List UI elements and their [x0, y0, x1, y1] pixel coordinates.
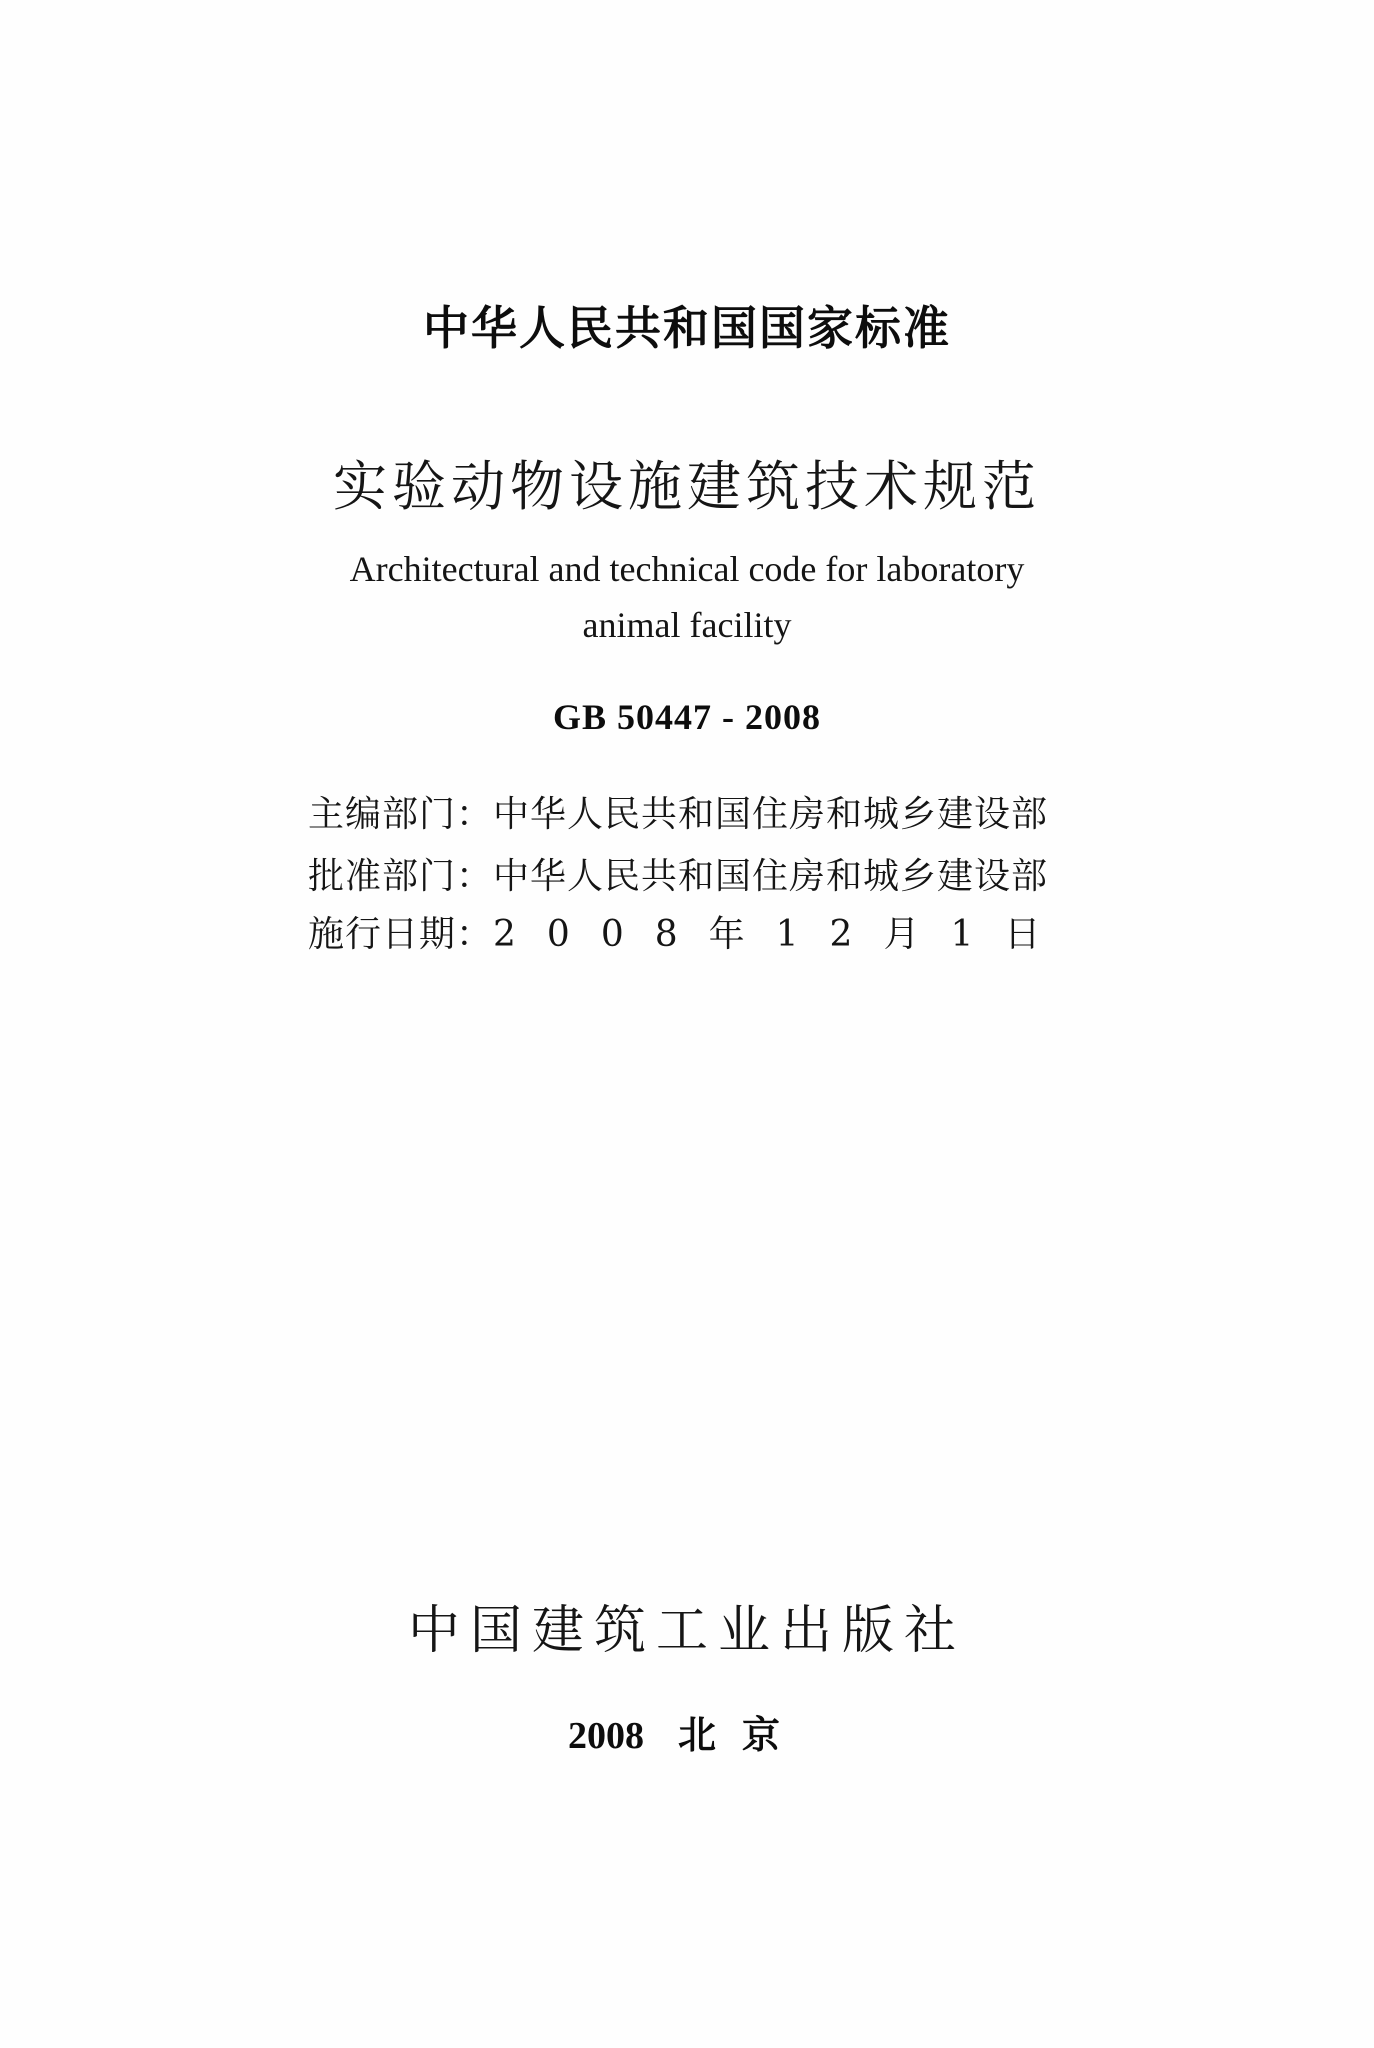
publisher-name: 中国建筑工业出版社	[407, 1601, 966, 1661]
chief-department-row	[308, 786, 1108, 837]
imprint-city: 北京	[677, 1715, 806, 1757]
standard-code: GB 50447 - 2008	[552, 697, 821, 737]
imprint	[0, 1704, 1374, 1759]
effective-date-value: 2008年12月1日	[493, 914, 1072, 955]
chief-department-value: 中华人民共和国住房和城乡建设部	[493, 794, 1049, 835]
document-title-chinese: 实验动物设施建筑技术规范	[333, 455, 1041, 518]
effective-date-row	[308, 906, 1108, 957]
imprint-year: 2008	[567, 1715, 644, 1757]
chief-department-label: 主编部门：	[308, 794, 494, 835]
approval-department-value: 中华人民共和国住房和城乡建设部	[493, 856, 1049, 897]
standard-type-heading: 中华人民共和国国家标准	[423, 301, 951, 355]
effective-date-label: 施行日期：	[308, 914, 494, 955]
approval-department-row	[308, 848, 1108, 899]
approval-department-label: 批准部门：	[308, 856, 494, 897]
document-title-english-line-2: animal facility	[582, 605, 792, 645]
document-title-english-line-1: Architectural and technical code for laboratory	[349, 549, 1025, 589]
